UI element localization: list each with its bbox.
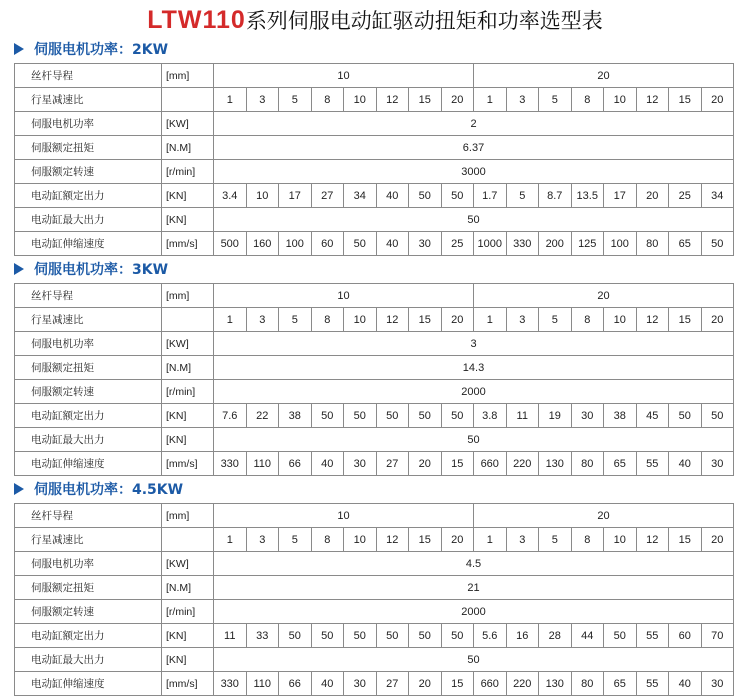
rated-force-cell: 50	[409, 624, 442, 648]
row-rated-speed	[15, 600, 734, 624]
unit-cell: [KW]	[162, 552, 214, 576]
lead-value: 20	[474, 284, 734, 308]
rated-torque-value: 14.3	[214, 356, 734, 380]
param-label: 丝杆导程	[15, 64, 162, 88]
rated-force-cell: 50	[409, 184, 442, 208]
unit-cell: [KN]	[162, 648, 214, 672]
param-label: 电动缸额定出力	[15, 404, 162, 428]
row-max-force	[15, 648, 734, 672]
stroke-speed-cell: 27	[376, 672, 409, 696]
spec-table	[14, 503, 734, 696]
section-heading-text: 伺服电机功率：4.5KW	[34, 482, 184, 498]
section-heading	[14, 260, 168, 280]
rated-force-cell: 50	[669, 404, 702, 428]
stroke-speed-cell: 55	[636, 672, 669, 696]
rated-force-cell: 34	[701, 184, 734, 208]
rated-force-cell: 11	[506, 404, 539, 428]
stroke-speed-cell: 25	[441, 232, 474, 256]
rated-force-cell: 50	[441, 404, 474, 428]
stroke-speed-cell: 125	[571, 232, 604, 256]
unit-cell: [r/min]	[162, 600, 214, 624]
rated-force-cell: 8.7	[539, 184, 572, 208]
param-label: 电动缸最大出力	[15, 648, 162, 672]
param-label: 伺服额定扭矩	[15, 136, 162, 160]
stroke-speed-cell: 130	[539, 452, 572, 476]
ratio-cell: 3	[506, 88, 539, 112]
ratio-cell: 8	[311, 308, 344, 332]
ratio-cell: 5	[539, 88, 572, 112]
ratio-cell: 12	[636, 528, 669, 552]
lead-value: 20	[474, 504, 734, 528]
stroke-speed-cell: 20	[409, 452, 442, 476]
rated-torque-value: 6.37	[214, 136, 734, 160]
param-label: 伺服电机功率	[15, 112, 162, 136]
rated-force-cell: 44	[571, 624, 604, 648]
ratio-cell: 10	[344, 308, 377, 332]
ratio-cell: 3	[246, 308, 279, 332]
unit-cell: [KN]	[162, 208, 214, 232]
param-label: 伺服额定转速	[15, 160, 162, 184]
stroke-speed-cell: 60	[311, 232, 344, 256]
rated-torque-value: 21	[214, 576, 734, 600]
stroke-speed-cell: 110	[246, 672, 279, 696]
ratio-cell: 5	[279, 88, 312, 112]
stroke-speed-cell: 330	[214, 452, 247, 476]
stroke-speed-cell: 40	[311, 672, 344, 696]
stroke-speed-cell: 100	[604, 232, 637, 256]
stroke-speed-cell: 65	[604, 452, 637, 476]
stroke-speed-cell: 330	[506, 232, 539, 256]
ratio-cell: 20	[701, 308, 734, 332]
max-force-value: 50	[214, 648, 734, 672]
rated-force-cell: 33	[246, 624, 279, 648]
rated-speed-value: 3000	[214, 160, 734, 184]
ratio-cell: 8	[311, 528, 344, 552]
rated-force-cell: 10	[246, 184, 279, 208]
rated-force-cell: 60	[669, 624, 702, 648]
section-heading-text: 伺服电机功率：3KW	[34, 262, 169, 278]
unit-cell: [KW]	[162, 332, 214, 356]
rated-force-cell: 30	[571, 404, 604, 428]
unit-cell: [mm]	[162, 64, 214, 88]
row-max-force	[15, 428, 734, 452]
rated-force-cell: 22	[246, 404, 279, 428]
rated-force-cell: 40	[376, 184, 409, 208]
ratio-cell: 8	[311, 88, 344, 112]
rated-force-cell: 25	[669, 184, 702, 208]
ratio-cell: 15	[409, 528, 442, 552]
ratio-cell: 1	[474, 88, 507, 112]
rated-force-cell: 7.6	[214, 404, 247, 428]
rated-force-cell: 50	[376, 624, 409, 648]
param-label: 电动缸伸缩速度	[15, 232, 162, 256]
stroke-speed-cell: 40	[376, 232, 409, 256]
rated-force-cell: 3.4	[214, 184, 247, 208]
stroke-speed-cell: 30	[344, 452, 377, 476]
stroke-speed-cell: 40	[669, 452, 702, 476]
unit-cell: [mm/s]	[162, 232, 214, 256]
rated-force-cell: 16	[506, 624, 539, 648]
param-label: 伺服额定扭矩	[15, 576, 162, 600]
row-rated-speed	[15, 160, 734, 184]
param-label: 伺服额定扭矩	[15, 356, 162, 380]
param-label: 伺服电机功率	[15, 332, 162, 356]
param-label: 行星减速比	[15, 528, 162, 552]
section-heading	[14, 40, 168, 60]
row-screw-lead	[15, 284, 734, 308]
rated-force-cell: 27	[311, 184, 344, 208]
ratio-cell: 1	[214, 308, 247, 332]
row-stroke-speed	[15, 672, 734, 696]
param-label: 伺服额定转速	[15, 380, 162, 404]
max-force-value: 50	[214, 428, 734, 452]
row-max-force	[15, 208, 734, 232]
row-screw-lead	[15, 64, 734, 88]
rated-force-cell: 50	[344, 624, 377, 648]
rated-force-cell: 50	[311, 624, 344, 648]
stroke-speed-cell: 660	[474, 452, 507, 476]
unit-cell	[162, 88, 214, 112]
lead-value: 20	[474, 64, 734, 88]
ratio-cell: 20	[701, 528, 734, 552]
ratio-cell: 20	[701, 88, 734, 112]
stroke-speed-cell: 80	[571, 452, 604, 476]
rated-force-cell: 28	[539, 624, 572, 648]
rated-force-cell: 20	[636, 184, 669, 208]
rated-force-cell: 50	[279, 624, 312, 648]
stroke-speed-cell: 130	[539, 672, 572, 696]
stroke-speed-cell: 65	[604, 672, 637, 696]
ratio-cell: 15	[669, 308, 702, 332]
stroke-speed-cell: 110	[246, 452, 279, 476]
rated-force-cell: 17	[279, 184, 312, 208]
ratio-cell: 3	[506, 528, 539, 552]
stroke-speed-cell: 220	[506, 452, 539, 476]
unit-cell: [r/min]	[162, 160, 214, 184]
unit-cell: [KN]	[162, 428, 214, 452]
ratio-cell: 15	[409, 88, 442, 112]
unit-cell: [mm/s]	[162, 672, 214, 696]
param-label: 电动缸额定出力	[15, 624, 162, 648]
unit-cell	[162, 528, 214, 552]
ratio-cell: 10	[344, 88, 377, 112]
param-label: 电动缸最大出力	[15, 208, 162, 232]
stroke-speed-cell: 27	[376, 452, 409, 476]
stroke-speed-cell: 50	[344, 232, 377, 256]
motor-power-value: 3	[214, 332, 734, 356]
row-rated-torque	[15, 136, 734, 160]
unit-cell: [N.M]	[162, 576, 214, 600]
ratio-cell: 20	[441, 528, 474, 552]
stroke-speed-cell: 20	[409, 672, 442, 696]
stroke-speed-cell: 200	[539, 232, 572, 256]
ratio-cell: 3	[506, 308, 539, 332]
motor-power-value: 2	[214, 112, 734, 136]
rated-speed-value: 2000	[214, 380, 734, 404]
rated-force-cell: 50	[441, 624, 474, 648]
ratio-cell: 12	[636, 88, 669, 112]
unit-cell	[162, 308, 214, 332]
rated-force-cell: 50	[344, 404, 377, 428]
stroke-speed-cell: 160	[246, 232, 279, 256]
rated-force-cell: 11	[214, 624, 247, 648]
stroke-speed-cell: 100	[279, 232, 312, 256]
rated-force-cell: 17	[604, 184, 637, 208]
ratio-cell: 12	[376, 308, 409, 332]
ratio-cell: 8	[571, 308, 604, 332]
param-label: 丝杆导程	[15, 284, 162, 308]
ratio-cell: 20	[441, 308, 474, 332]
param-label: 电动缸额定出力	[15, 184, 162, 208]
triangle-bullet-icon	[14, 43, 24, 55]
title-text: 系列伺服电动缸驱动扭矩和功率选型表	[245, 9, 603, 33]
rated-force-cell: 50	[376, 404, 409, 428]
stroke-speed-cell: 15	[441, 452, 474, 476]
section-heading-text: 伺服电机功率：2KW	[34, 42, 169, 58]
ratio-cell: 12	[376, 528, 409, 552]
ratio-cell: 15	[409, 308, 442, 332]
motor-power-value: 4.5	[214, 552, 734, 576]
param-label: 电动缸伸缩速度	[15, 452, 162, 476]
rated-force-cell: 50	[441, 184, 474, 208]
rated-force-cell: 50	[701, 404, 734, 428]
triangle-bullet-icon	[14, 483, 24, 495]
ratio-cell: 10	[604, 88, 637, 112]
ratio-cell: 5	[279, 308, 312, 332]
rated-force-cell: 3.8	[474, 404, 507, 428]
rated-force-cell: 55	[636, 624, 669, 648]
lead-value: 10	[214, 504, 474, 528]
row-reduction-ratio	[15, 88, 734, 112]
row-rated-force	[15, 184, 734, 208]
stroke-speed-cell: 660	[474, 672, 507, 696]
title-model: LTW110	[147, 6, 246, 34]
unit-cell: [KW]	[162, 112, 214, 136]
row-reduction-ratio	[15, 308, 734, 332]
param-label: 行星减速比	[15, 308, 162, 332]
stroke-speed-cell: 66	[279, 672, 312, 696]
param-label: 电动缸伸缩速度	[15, 672, 162, 696]
unit-cell: [KN]	[162, 404, 214, 428]
stroke-speed-cell: 30	[701, 672, 734, 696]
ratio-cell: 1	[214, 88, 247, 112]
param-label: 行星减速比	[15, 88, 162, 112]
stroke-speed-cell: 30	[409, 232, 442, 256]
ratio-cell: 5	[539, 308, 572, 332]
ratio-cell: 1	[474, 308, 507, 332]
stroke-speed-cell: 80	[571, 672, 604, 696]
ratio-cell: 12	[636, 308, 669, 332]
rated-force-cell: 38	[604, 404, 637, 428]
ratio-cell: 3	[246, 528, 279, 552]
row-motor-power	[15, 552, 734, 576]
stroke-speed-cell: 40	[311, 452, 344, 476]
row-reduction-ratio	[15, 528, 734, 552]
ratio-cell: 15	[669, 88, 702, 112]
stroke-speed-cell: 55	[636, 452, 669, 476]
stroke-speed-cell: 330	[214, 672, 247, 696]
unit-cell: [mm]	[162, 284, 214, 308]
lead-value: 10	[214, 284, 474, 308]
rated-force-cell: 45	[636, 404, 669, 428]
unit-cell: [mm/s]	[162, 452, 214, 476]
stroke-speed-cell: 30	[701, 452, 734, 476]
stroke-speed-cell: 50	[701, 232, 734, 256]
row-rated-torque	[15, 576, 734, 600]
row-rated-force	[15, 624, 734, 648]
unit-cell: [KN]	[162, 184, 214, 208]
ratio-cell: 10	[344, 528, 377, 552]
section-heading	[14, 480, 183, 500]
stroke-speed-cell: 220	[506, 672, 539, 696]
stroke-speed-cell: 65	[669, 232, 702, 256]
ratio-cell: 20	[441, 88, 474, 112]
rated-force-cell: 38	[279, 404, 312, 428]
ratio-cell: 8	[571, 528, 604, 552]
ratio-cell: 5	[279, 528, 312, 552]
max-force-value: 50	[214, 208, 734, 232]
ratio-cell: 8	[571, 88, 604, 112]
triangle-bullet-icon	[14, 263, 24, 275]
unit-cell: [N.M]	[162, 356, 214, 380]
row-stroke-speed	[15, 232, 734, 256]
stroke-speed-cell: 40	[669, 672, 702, 696]
rated-force-cell: 19	[539, 404, 572, 428]
row-screw-lead	[15, 504, 734, 528]
rated-force-cell: 50	[604, 624, 637, 648]
row-rated-torque	[15, 356, 734, 380]
rated-force-cell: 1.7	[474, 184, 507, 208]
rated-force-cell: 70	[701, 624, 734, 648]
lead-value: 10	[214, 64, 474, 88]
param-label: 电动缸最大出力	[15, 428, 162, 452]
rated-force-cell: 34	[344, 184, 377, 208]
param-label: 伺服额定转速	[15, 600, 162, 624]
stroke-speed-cell: 1000	[474, 232, 507, 256]
row-stroke-speed	[15, 452, 734, 476]
rated-speed-value: 2000	[214, 600, 734, 624]
ratio-cell: 1	[474, 528, 507, 552]
ratio-cell: 3	[246, 88, 279, 112]
row-motor-power	[15, 332, 734, 356]
rated-force-cell: 5	[506, 184, 539, 208]
rated-force-cell: 5.6	[474, 624, 507, 648]
rated-force-cell: 50	[409, 404, 442, 428]
page-title	[0, 4, 750, 36]
stroke-speed-cell: 500	[214, 232, 247, 256]
stroke-speed-cell: 15	[441, 672, 474, 696]
ratio-cell: 1	[214, 528, 247, 552]
stroke-speed-cell: 66	[279, 452, 312, 476]
spec-table	[14, 63, 734, 256]
ratio-cell: 15	[669, 528, 702, 552]
row-rated-force	[15, 404, 734, 428]
unit-cell: [r/min]	[162, 380, 214, 404]
row-rated-speed	[15, 380, 734, 404]
param-label: 丝杆导程	[15, 504, 162, 528]
unit-cell: [mm]	[162, 504, 214, 528]
rated-force-cell: 13.5	[571, 184, 604, 208]
row-motor-power	[15, 112, 734, 136]
spec-table	[14, 283, 734, 476]
unit-cell: [KN]	[162, 624, 214, 648]
ratio-cell: 10	[604, 528, 637, 552]
stroke-speed-cell: 80	[636, 232, 669, 256]
unit-cell: [N.M]	[162, 136, 214, 160]
param-label: 伺服电机功率	[15, 552, 162, 576]
rated-force-cell: 50	[311, 404, 344, 428]
ratio-cell: 10	[604, 308, 637, 332]
ratio-cell: 5	[539, 528, 572, 552]
ratio-cell: 12	[376, 88, 409, 112]
stroke-speed-cell: 30	[344, 672, 377, 696]
